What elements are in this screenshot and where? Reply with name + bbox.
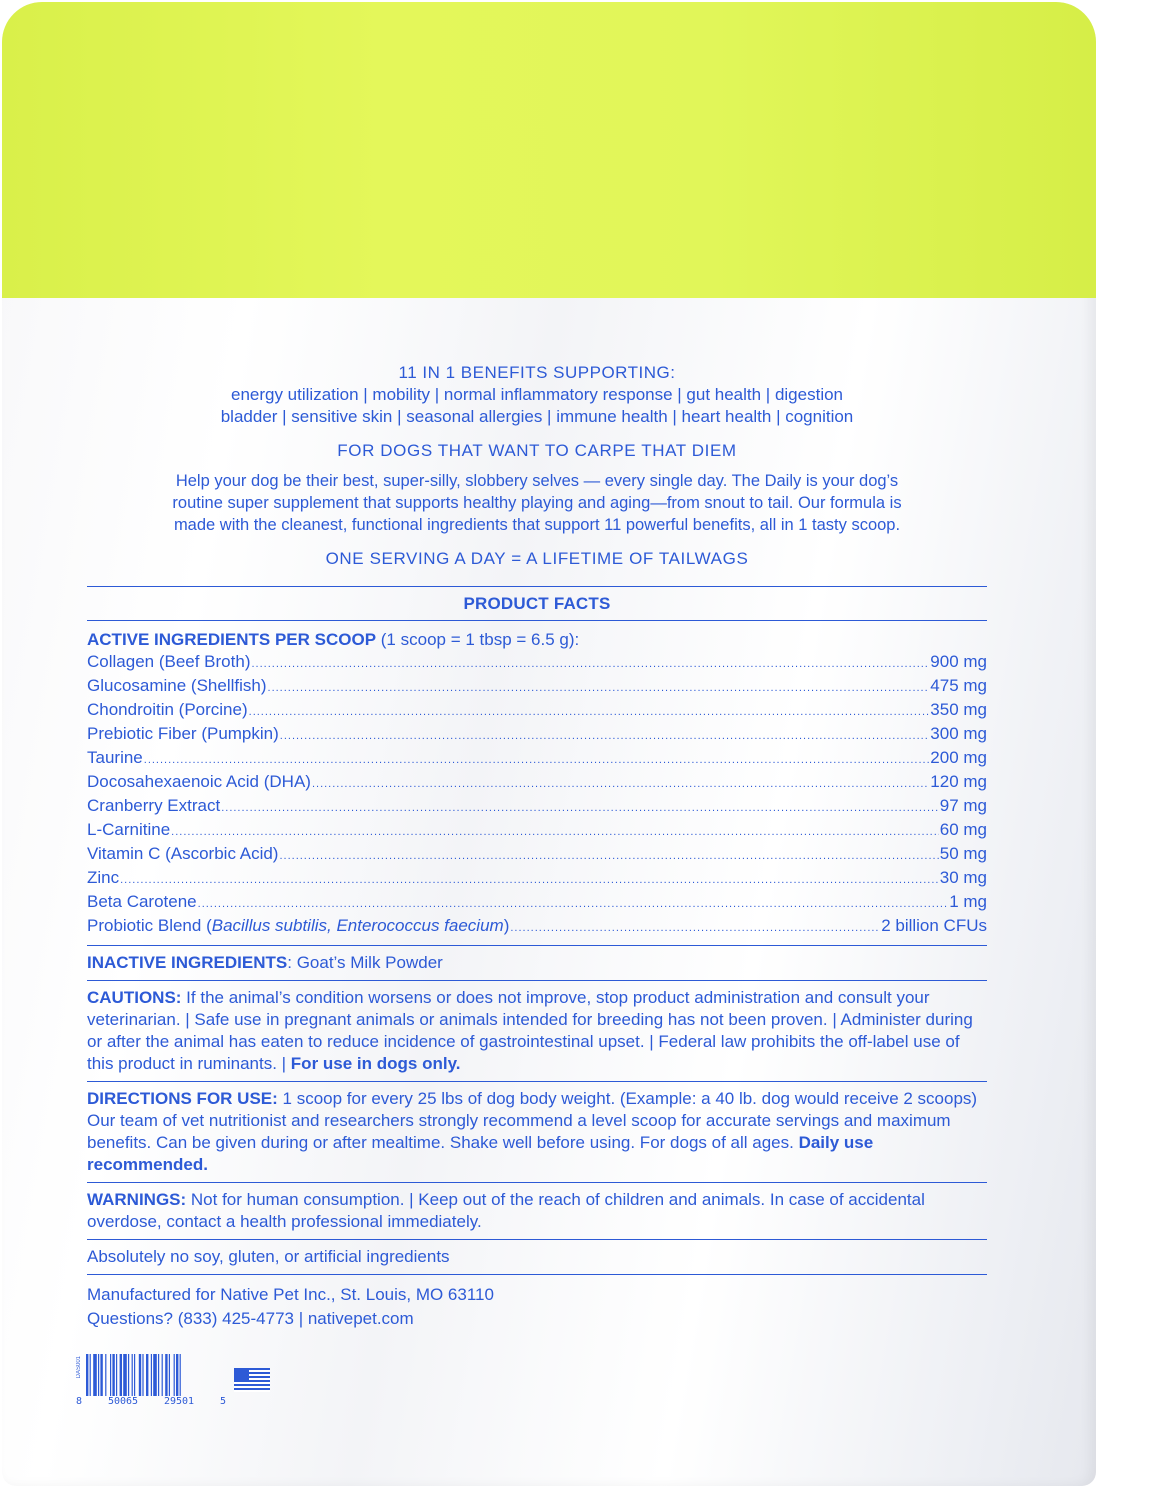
ingredient-row bbox=[87, 771, 987, 795]
directions-label: DIRECTIONS FOR USE: bbox=[87, 1089, 278, 1108]
no-soy-statement: Absolutely no soy, gluten, or artificial ingredients bbox=[87, 1239, 987, 1274]
ingredient-list bbox=[87, 651, 987, 939]
ingredient-row bbox=[87, 819, 987, 843]
directions-emphasis: Daily use recommended. bbox=[87, 1133, 874, 1174]
leader-dots bbox=[120, 869, 939, 891]
probiotic-name bbox=[87, 915, 509, 937]
label-content bbox=[87, 362, 987, 1331]
leader-dots bbox=[268, 677, 930, 699]
leader-dots bbox=[280, 725, 930, 747]
ingredient-amount: 200 mg bbox=[930, 748, 987, 767]
leader-dots bbox=[312, 773, 929, 795]
leader-dots bbox=[251, 653, 929, 675]
cautions-text: If the animal’s condition worsens or does not improve, stop product administration and consult your veterinarian. | Safe use in pregnant animals or animals intended for breeding has not been proven. | Administer during or after the animal has eaten to reduce incidence of gastrointestinal upset. | Federal law prohibits the off-label use of this product in ruminants. | bbox=[87, 988, 973, 1073]
ingredient-amount: 300 mg bbox=[930, 724, 987, 743]
inactive-text: : Goat’s Milk Powder bbox=[287, 953, 443, 972]
leader-dots bbox=[198, 893, 949, 915]
ingredient-amount: 30 mg bbox=[939, 868, 987, 887]
ingredient-amount: 97 mg bbox=[939, 796, 987, 815]
barcode-side-code: DAS001 bbox=[76, 1356, 82, 1379]
cautions bbox=[87, 980, 987, 1081]
ingredient-name: Chondroitin (Porcine) bbox=[87, 700, 248, 719]
ingredient-row bbox=[87, 891, 987, 915]
manufacturer-line: Manufactured for Native Pet Inc., St. Louis, MO 63110 bbox=[87, 1285, 494, 1304]
description-line-2: routine super supplement that supports healthy playing and aging—from snout to tail. Our formula is bbox=[172, 494, 902, 512]
barcode-digit-group: 29501 bbox=[163, 1396, 195, 1407]
ingredient-name: Beta Carotene bbox=[87, 892, 197, 911]
manufacturer-info bbox=[87, 1283, 987, 1331]
us-flag-icon bbox=[234, 1368, 270, 1392]
ingredient-name: Vitamin C (Ascorbic Acid) bbox=[87, 844, 279, 863]
tagline-2: ONE SERVING A DAY = A LIFETIME OF TAILWAGS bbox=[325, 549, 749, 568]
description bbox=[87, 470, 987, 536]
warnings bbox=[87, 1182, 987, 1239]
barcode-bars-icon bbox=[86, 1354, 214, 1396]
leader-dots bbox=[510, 917, 880, 939]
description-line-3: made with the cleanest, functional ingredients that support 11 powerful benefits, all in 1 tasty scoop. bbox=[173, 516, 901, 534]
tagline: FOR DOGS THAT WANT TO CARPE THAT DIEM bbox=[337, 441, 737, 460]
benefits-line-2: bladder | sensitive skin | seasonal allergies | immune health | heart health | cognition bbox=[220, 407, 854, 426]
benefits-title: 11 IN 1 BENEFITS SUPPORTING: bbox=[398, 363, 676, 382]
bag-top-color-band bbox=[2, 2, 1096, 298]
barcode bbox=[76, 1352, 226, 1412]
ingredient-amount: 350 mg bbox=[930, 700, 987, 719]
ingredient-name: L-Carnitine bbox=[87, 820, 171, 839]
contact-line: Questions? (833) 425-4773 | nativepet.com bbox=[87, 1309, 414, 1328]
ingredient-name: Zinc bbox=[87, 868, 120, 887]
benefits-block bbox=[87, 362, 987, 428]
ingredient-row bbox=[87, 843, 987, 867]
probiotic-strains: Bacillus subtilis, Enterococcus faecium bbox=[211, 916, 504, 935]
ingredient-row bbox=[87, 699, 987, 723]
ingredient-amount: 60 mg bbox=[939, 820, 987, 839]
active-ingredients-label: ACTIVE INGREDIENTS PER SCOOP bbox=[87, 630, 377, 649]
leader-dots bbox=[221, 797, 939, 819]
ingredient-row bbox=[87, 675, 987, 699]
probiotic-name-prefix: Probiotic Blend ( bbox=[87, 916, 212, 935]
barcode-digit-group: 5 bbox=[219, 1396, 226, 1407]
barcode-digit-group: 8 bbox=[76, 1396, 83, 1407]
ingredient-name: Prebiotic Fiber (Pumpkin) bbox=[87, 724, 279, 743]
leader-dots bbox=[249, 701, 930, 723]
probiotic-name-suffix: ) bbox=[503, 916, 510, 935]
leader-dots bbox=[279, 845, 938, 867]
warnings-label: WARNINGS: bbox=[87, 1190, 187, 1209]
ingredient-name: Glucosamine (Shellfish) bbox=[87, 676, 267, 695]
serving-size: (1 scoop = 1 tbsp = 6.5 g): bbox=[376, 630, 580, 649]
ingredient-amount: 50 mg bbox=[939, 844, 987, 863]
ingredient-name: Docosahexaenoic Acid (DHA) bbox=[87, 772, 311, 791]
barcode-digits bbox=[76, 1396, 226, 1407]
cautions-label: CAUTIONS: bbox=[87, 988, 182, 1007]
probiotic-amount: 2 billion CFUs bbox=[881, 916, 987, 935]
ingredient-amount: 475 mg bbox=[930, 676, 987, 695]
ingredient-name: Cranberry Extract bbox=[87, 796, 221, 815]
product-facts-title: PRODUCT FACTS bbox=[87, 586, 987, 621]
directions bbox=[87, 1081, 987, 1182]
directions-text: 1 scoop for every 25 lbs of dog body weight. (Example: a 40 lb. dog would receive 2 scoops) Our team of vet nutritionist and researchers strongly recommend a level scoop for accurate servings and maximum benefits. Can be given during or after mealtime. Shake well before using. For dogs of all ages. bbox=[87, 1089, 978, 1152]
inactive-label: INACTIVE INGREDIENTS bbox=[87, 953, 288, 972]
benefits-line-1: energy utilization | mobility | normal inflammatory response | gut health | digestion bbox=[230, 385, 844, 404]
description-line-1: Help your dog be their best, super-silly, slobbery selves — every single day. The Daily is your dog’s bbox=[175, 472, 899, 490]
divider bbox=[87, 1274, 987, 1275]
active-ingredients-heading bbox=[87, 629, 987, 651]
ingredient-amount: 900 mg bbox=[930, 652, 987, 671]
inactive-ingredients bbox=[87, 945, 987, 980]
cautions-emphasis: For use in dogs only. bbox=[290, 1054, 461, 1073]
leader-dots bbox=[171, 821, 939, 843]
ingredient-amount: 1 mg bbox=[949, 892, 987, 911]
warnings-text: Not for human consumption. | Keep out of the reach of children and animals. In case of accidental overdose, contact a health professional immediately. bbox=[87, 1190, 925, 1231]
ingredient-row bbox=[87, 651, 987, 675]
ingredient-row bbox=[87, 867, 987, 891]
ingredient-name: Taurine bbox=[87, 748, 143, 767]
ingredient-amount: 120 mg bbox=[930, 772, 987, 791]
ingredient-row bbox=[87, 723, 987, 747]
probiotic-row bbox=[87, 915, 987, 939]
leader-dots bbox=[144, 749, 930, 771]
ingredient-row bbox=[87, 747, 987, 771]
ingredient-row bbox=[87, 795, 987, 819]
ingredient-name: Collagen (Beef Broth) bbox=[87, 652, 251, 671]
barcode-digit-group: 50065 bbox=[107, 1396, 139, 1407]
